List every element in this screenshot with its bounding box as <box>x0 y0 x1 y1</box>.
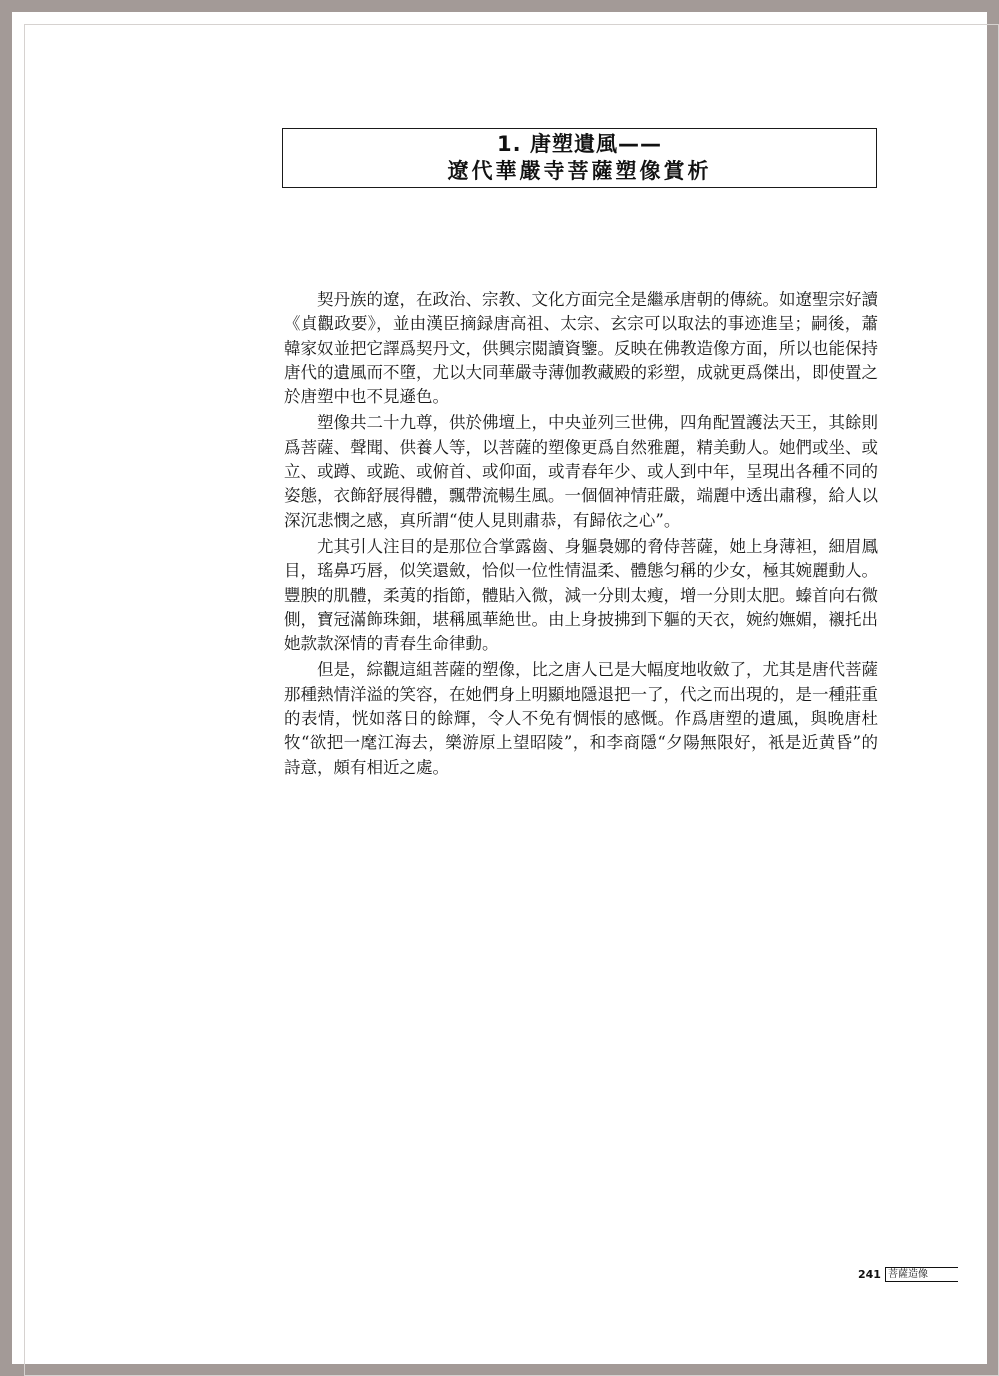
running-title: 菩薩造像 <box>885 1267 958 1282</box>
body-text <box>284 288 878 782</box>
chapter-title: 1. 唐塑遺風—— <box>497 132 662 156</box>
paragraph: 契丹族的遼，在政治、宗教、文化方面完全是繼承唐朝的傳統。如遼聖宗好讀《貞觀政要》，並由漢臣摘録唐高祖、太宗、玄宗可以取法的事迹進呈；嗣後，蕭韓家奴並把它譯爲契丹文，供興宗閲讀資鑒。反映在佛教造像方面，所以也能保持唐代的遺風而不墮，尤以大同華嚴寺薄伽教藏殿的彩塑，成就更爲傑出，即使置之於唐塑中也不見遜色。 <box>284 290 878 407</box>
paragraph: 尤其引人注目的是那位合掌露齒、身軀裊娜的脅侍菩薩，她上身薄袒，細眉鳳目，瑤鼻巧唇，似笑還斂，恰似一位性情温柔、體態匀稱的少女，極其婉麗動人。豐腴的肌體，柔荑的指節，體貼入微，減一分則太瘦，增一分則太肥。螓首向右微側，寶冠滿飾珠鈿，堪稱風華絶世。由上身披拂到下軀的天衣，婉約嫵媚，襯托出她款款深情的青春生命律動。 <box>284 536 878 654</box>
paragraph: 但是，綜觀這組菩薩的塑像，比之唐人已是大幅度地收斂了，尤其是唐代菩薩那種熱情洋溢的笑容，在她們身上明顯地隱退把一了，代之而出現的，是一種莊重的表情，恍如落日的餘輝，令人不免有惆悵的感慨。作爲唐塑的遺風，與晚唐杜牧“欲把一麾江海去，樂游原上望昭陵”，和李商隱“夕陽無限好，衹是近黄昏”的詩意，頗有相近之處。 <box>284 660 878 777</box>
page-number: 241 <box>858 1268 881 1281</box>
paragraph: 塑像共二十九尊，供於佛壇上，中央並列三世佛，四角配置護法天王，其餘則爲菩薩、聲聞、供養人等，以菩薩的塑像更爲自然雅麗，精美動人。她們或坐、或立、或蹲、或跪、或俯首、或仰面，或青春年少、或人到中年，呈現出各種不同的姿態，衣飾舒展得體，飄帶流暢生風。一個個神情莊嚴，端麗中透出肅穆，給人以深沉悲憫之感，真所謂“使人見則肅恭，有歸依之心”。 <box>284 413 878 530</box>
chapter-subtitle: 遼代華嚴寺菩薩塑像賞析 <box>447 159 712 183</box>
page-footer <box>858 1264 958 1282</box>
chapter-title-box <box>282 128 877 188</box>
